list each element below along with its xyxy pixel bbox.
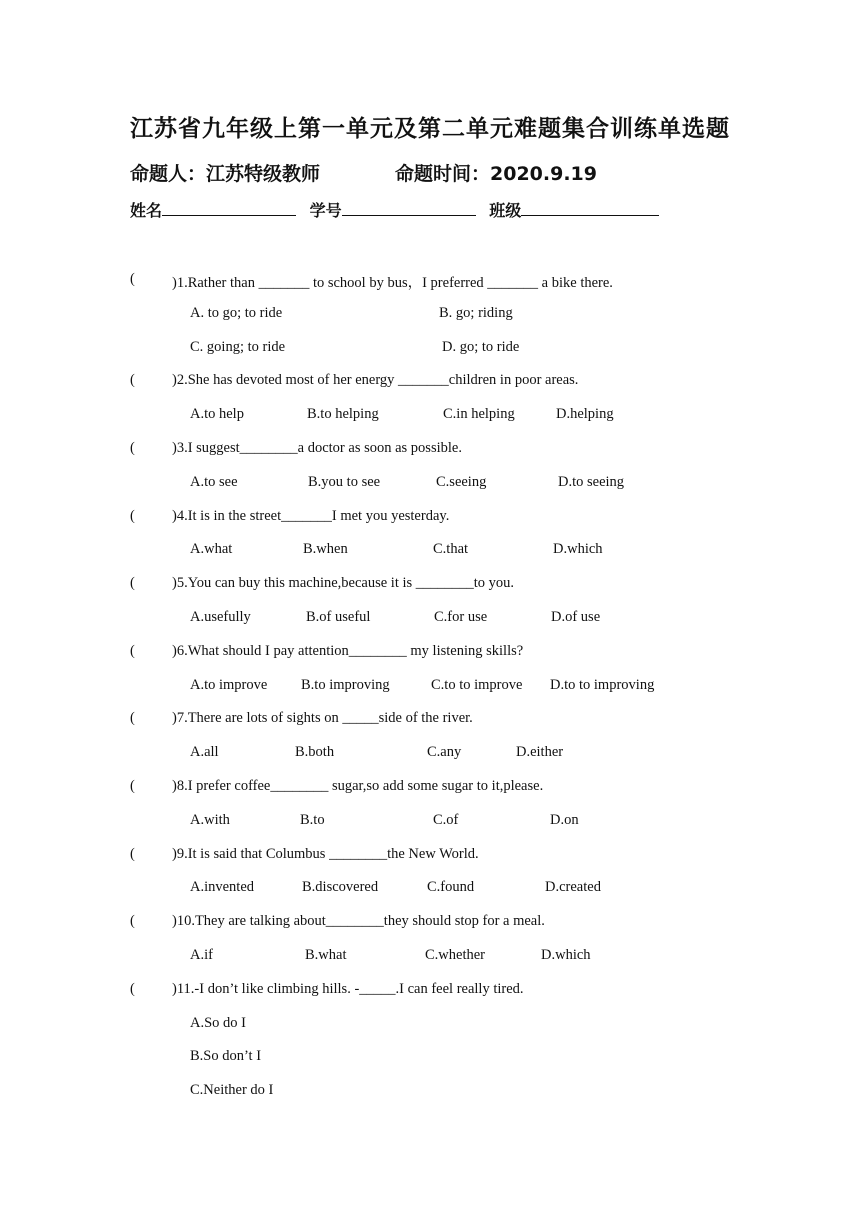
answer-paren[interactable]: ( [130, 778, 135, 794]
answer-paren[interactable]: ( [130, 846, 135, 862]
question-text: )3.I suggest________a doctor as soon as possible. [172, 440, 462, 456]
option-c: C.to to improve [431, 677, 523, 693]
option-b: B.when [303, 541, 348, 557]
option-a: A.all [190, 744, 219, 760]
option-a: A.to help [190, 406, 244, 422]
option-c: C.found [427, 879, 475, 895]
question-text: )8.I prefer coffee________ sugar,so add some sugar to it,please. [172, 778, 544, 794]
option-b: B.discovered [302, 879, 379, 895]
option-b: B.both [295, 744, 335, 760]
answer-paren[interactable]: ( [130, 271, 135, 287]
option-a: A.usefully [190, 609, 251, 625]
option-b: B.what [305, 947, 347, 963]
question-text: )2.She has devoted most of her energy _______children in poor areas. [172, 372, 579, 388]
option-d: D.of use [551, 609, 601, 625]
option-c: C.Neither do I [190, 1082, 274, 1098]
option-b: B.you to see [308, 474, 381, 490]
option-b: B.So don’t I [190, 1048, 262, 1064]
option-c: C. going; to ride [190, 339, 286, 355]
question-text: )6.What should I pay attention________ my listening skills? [172, 643, 524, 659]
option-c: C.whether [425, 947, 485, 963]
option-a: A.if [190, 947, 213, 963]
question-text: )10.They are talking about________they should stop for a meal. [172, 913, 545, 929]
option-b: B. go; riding [439, 305, 513, 321]
question-text: )1.Rather than _______ to school by bus，I preferred _______ a bike there. [172, 275, 613, 291]
number-blank[interactable] [342, 201, 476, 216]
option-b: B.to [300, 812, 325, 828]
name-blank[interactable] [162, 201, 296, 216]
question-text: )5.You can buy this machine,because it is ________to you. [172, 575, 515, 591]
option-b: B.to improving [301, 677, 390, 693]
option-d: D.to to improving [550, 677, 655, 693]
name-label: 姓名 [130, 201, 163, 220]
answer-paren[interactable]: ( [130, 710, 135, 726]
option-d: D.which [541, 947, 591, 963]
exam-meta [130, 159, 597, 186]
answer-paren[interactable]: ( [130, 372, 135, 388]
option-c: C.for use [434, 609, 488, 625]
class-label: 班级 [489, 201, 522, 220]
student-fields [130, 198, 667, 221]
option-c: C.that [433, 541, 469, 557]
option-d: D.which [553, 541, 603, 557]
number-label: 学号 [309, 201, 342, 220]
option-a: A.to improve [190, 677, 268, 693]
option-d: D.on [550, 812, 579, 828]
option-d: D.to seeing [558, 474, 625, 490]
option-c: C.any [427, 744, 462, 760]
question-text: )11.-I don’t like climbing hills. -_____.I can feel really tired. [172, 981, 524, 997]
answer-paren[interactable]: ( [130, 440, 135, 456]
option-a: A.to see [190, 474, 238, 490]
answer-paren[interactable]: ( [130, 643, 135, 659]
option-c: C.seeing [436, 474, 487, 490]
option-b: B.to helping [307, 406, 379, 422]
author-label: 命题人：江苏特级教师 [130, 163, 321, 185]
date-label: 命题时间：2020.9.19 [395, 163, 597, 185]
option-a: A.what [190, 541, 233, 557]
class-blank[interactable] [521, 201, 659, 216]
option-b: B.of useful [306, 609, 371, 625]
page-title: 江苏省九年级上第一单元及第二单元难题集合训练单选题 [130, 116, 730, 142]
answer-paren[interactable]: ( [130, 913, 135, 929]
option-d: D.created [545, 879, 601, 895]
answer-paren[interactable]: ( [130, 981, 135, 997]
question-text: )9.It is said that Columbus ________the New World. [172, 846, 479, 862]
option-c: C.of [433, 812, 459, 828]
option-a: A.So do I [190, 1015, 246, 1031]
option-a: A.invented [190, 879, 255, 895]
option-c: C.in helping [443, 406, 515, 422]
option-a: A.with [190, 812, 230, 828]
question-text: )7.There are lots of sights on _____side of the river. [172, 710, 473, 726]
option-a: A. to go; to ride [190, 305, 283, 321]
option-d: D. go; to ride [442, 339, 520, 355]
question-text: )4.It is in the street_______I met you yesterday. [172, 508, 450, 524]
answer-paren[interactable]: ( [130, 575, 135, 591]
option-d: D.either [516, 744, 564, 760]
option-d: D.helping [556, 406, 614, 422]
answer-paren[interactable]: ( [130, 508, 135, 524]
